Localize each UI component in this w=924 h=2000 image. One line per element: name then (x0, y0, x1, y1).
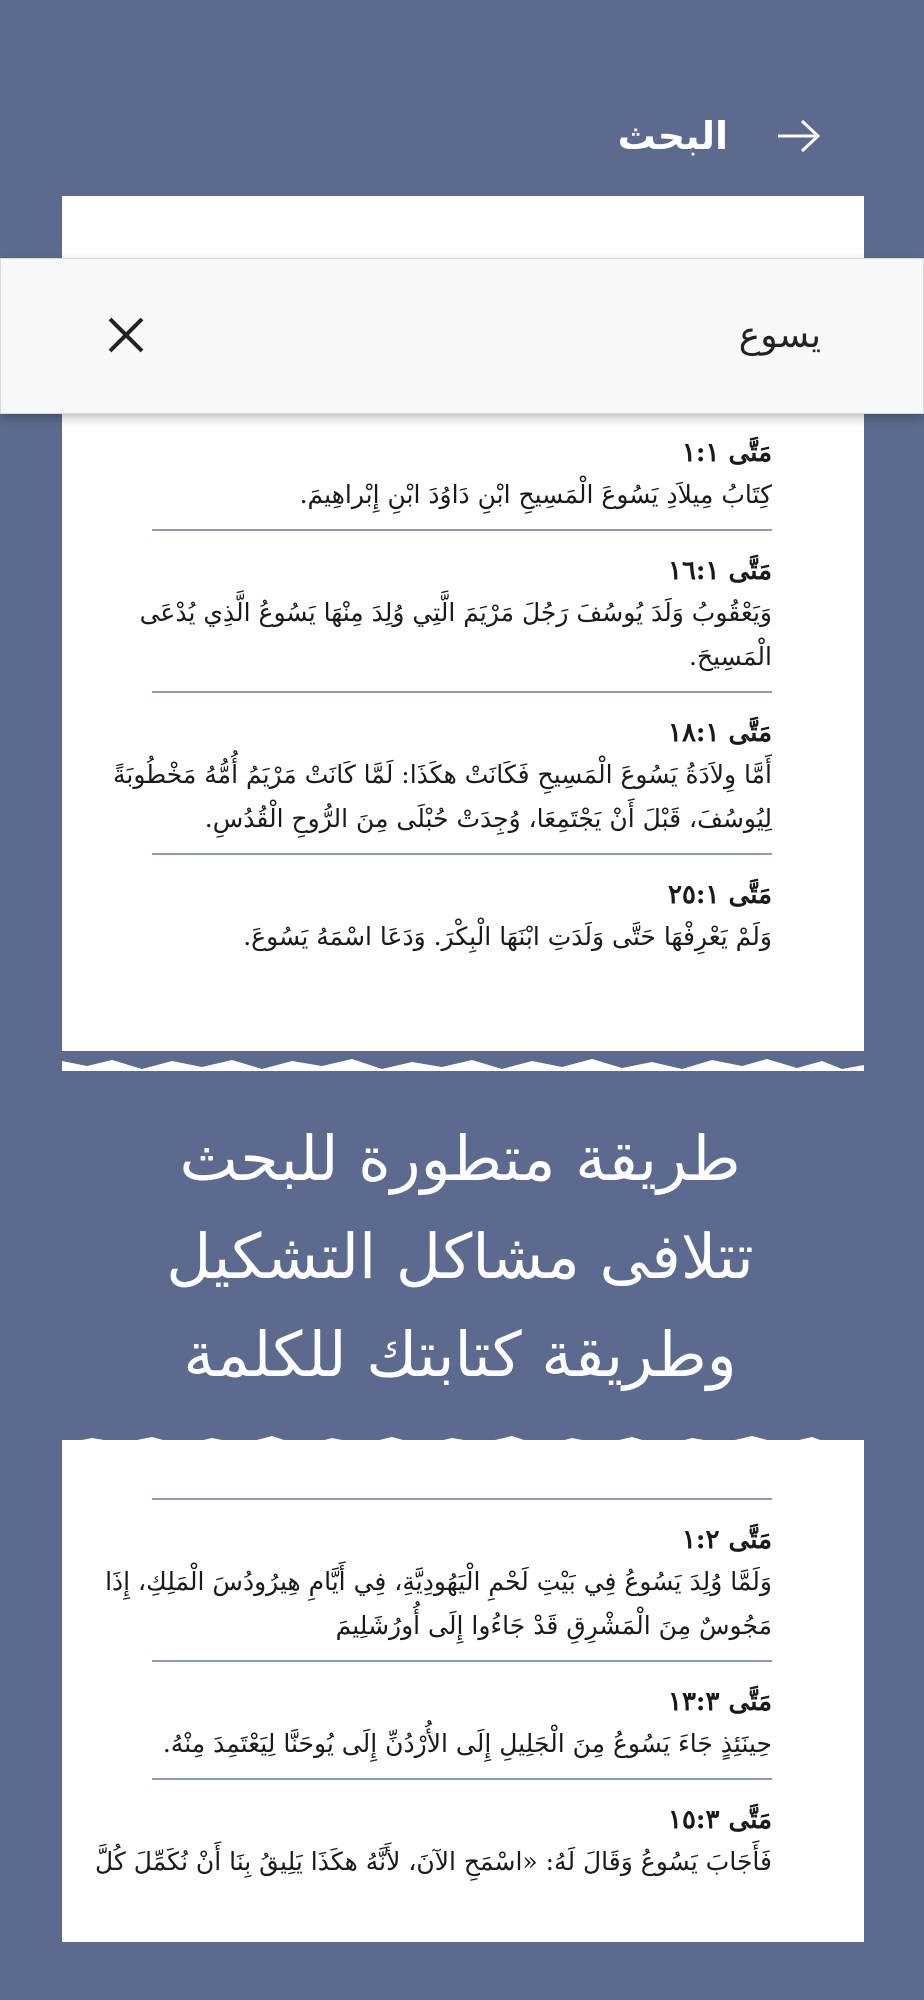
results-list-top (52, 433, 772, 959)
search-result-item[interactable] (52, 875, 772, 959)
tagline-line: وطريقة كتابتك للكلمة (183, 1318, 737, 1391)
torn-edge (62, 1428, 864, 1458)
search-result-item[interactable] (52, 433, 772, 517)
verse-reference: مَتَّى ١٦:١ (668, 556, 772, 586)
arrow-right-icon[interactable] (776, 118, 822, 154)
search-result-item[interactable] (52, 1520, 772, 1648)
verse-text: كِتَابُ مِيلاَدِ يَسُوعَ الْمَسِيحِ ابْنِ دَاوُدَ ابْنِ إِبْراهِيمَ. (299, 480, 772, 509)
verse-text: وَلَمَّا وُلِدَ يَسُوعُ فِي بَيْتِ لَحْمِ الْيَهُودِيَّةِ، فِي أَيَّامِ هِيرُودُسَ الْمَلِكِ، إِذَا مَجُوسٌ مِنَ الْمَشْرِقِ قَدْ جَاءُوا إِلَى أُورُشَلِيمَ (105, 1567, 772, 1640)
verse-reference: مَتَّى ١٨:١ (668, 718, 772, 748)
result-divider (52, 679, 772, 713)
search-result-item[interactable] (52, 1800, 772, 1884)
verse-reference: مَتَّى ٢٥:١ (668, 880, 772, 910)
verse-text: فَأَجَابَ يَسُوعُ وَقَالَ لَهُ: «اسْمَحِ الآنَ، لأَنَّهُ هكَذَا يَلِيقُ بِنَا أَنْ نُكَمِّلَ كُلَّ (94, 1847, 772, 1876)
app-header (0, 0, 924, 200)
result-divider (52, 1486, 772, 1520)
verse-text: وَيَعْقُوبُ وَلَدَ يُوسُفَ رَجُلَ مَرْيَمَ الَّتِي وُلِدَ مِنْهَا يَسُوعُ الَّذِي يُدْعَى الْمَسِيحَ. (139, 598, 772, 671)
verse-reference: مَتَّى ١٣:٣ (668, 1687, 772, 1717)
verse-text: أَمَّا وِلاَدَةُ يَسُوعَ الْمَسِيحِ فَكَانَتْ هكَذَا: لَمَّا كَانَتْ مَرْيَمُ أُمُّهُ مَخْطُوبَةً لِيُوسُفَ، قَبْلَ أَنْ يَجْتَمِعَا، وُجِدَتْ حُبْلَى مِنَ الرُّوحِ الْقُدُسِ. (113, 760, 772, 833)
verse-text: وَلَمْ يَعْرِفْهَا حَتَّى وَلَدَتِ ابْنَهَا الْبِكْرَ. وَدَعَا اسْمَهُ يَسُوعَ. (243, 922, 772, 951)
results-list-bottom (52, 1486, 772, 1884)
verse-text: حِينَئِذٍ جَاءَ يَسُوعُ مِنَ الْجَلِيلِ إِلَى الأُرْدُنِّ إِلَى يُوحَنَّا لِيَعْتَمِدَ مِنْهُ. (162, 1729, 772, 1758)
divider-line (152, 853, 772, 855)
verse-reference: مَتَّى ١:١ (681, 438, 772, 468)
close-icon[interactable] (107, 316, 145, 354)
tagline-line: تتلافى مشاكل التشكيل (166, 1220, 754, 1293)
search-result-item[interactable] (52, 713, 772, 841)
verse-reference: مَتَّى ١٥:٣ (668, 1805, 772, 1835)
page-title: البحث (617, 114, 728, 158)
promo-tagline (140, 1110, 780, 1404)
tagline-line: طريقة متطورة للبحث (179, 1122, 741, 1195)
result-divider (52, 517, 772, 551)
verse-reference: مَتَّى ١:٢ (681, 1525, 772, 1555)
divider-line (152, 1498, 772, 1500)
search-input[interactable] (199, 299, 823, 371)
torn-edge (62, 1051, 864, 1081)
divider-line (152, 1660, 772, 1662)
result-divider (52, 1766, 772, 1800)
search-result-item[interactable] (52, 1682, 772, 1766)
divider-line (152, 1778, 772, 1780)
result-divider (52, 1648, 772, 1682)
result-divider (52, 841, 772, 875)
search-bar (0, 258, 924, 414)
divider-line (152, 529, 772, 531)
divider-line (152, 691, 772, 693)
search-result-item[interactable] (52, 551, 772, 679)
